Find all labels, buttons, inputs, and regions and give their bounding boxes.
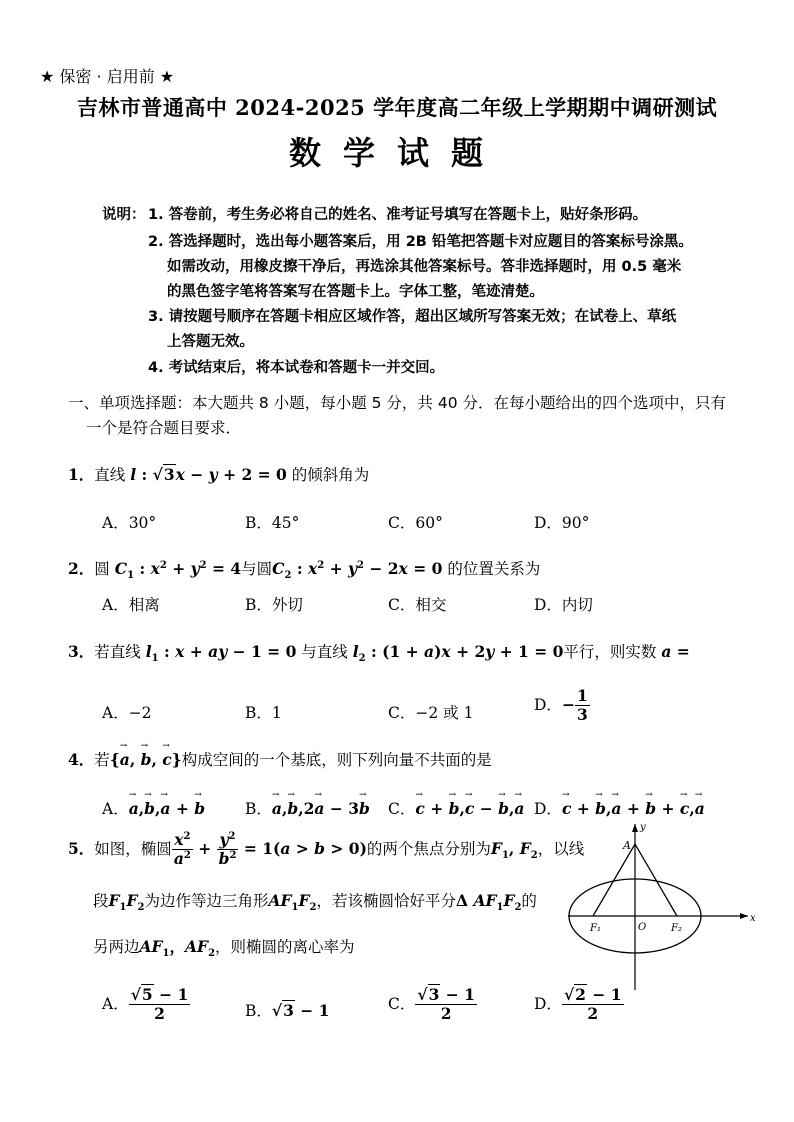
question-number: 1． (68, 465, 95, 484)
instruction-2-line2: 如需改动，用橡皮擦干净后，再选涂其他答案标号。答非选择题时，用 0.5 毫米 (167, 259, 682, 275)
label-f2: F₂ (671, 923, 682, 934)
option-c: C．60° (388, 514, 443, 532)
instruction-2-line3: 的黑色签字笔将答案写在答题卡上。字体工整，笔迹清楚。 (167, 284, 544, 300)
school-title: 吉林市普通高中 2024-2025 学年度高二年级上学期期中调研测试 (76, 95, 718, 120)
x-axis-arrow (740, 913, 748, 919)
section-title-line2: 一个是符合题目要求． (86, 419, 242, 437)
option-b: B．45° (245, 514, 300, 532)
question-2: 2．圆 $C_1$ : $x^2 + y^2 = 4$与圆$C_2$ : $x^2 + y^2 - 2x = 0$ 的位置关系为 (68, 559, 541, 582)
question-5-line1: 5．如图，椭圆 $\frac{x^2}{a^2}$ + $\frac{y^2}{b^2}$ = 1(a > b > 0)的两个焦点分别为$F_1$, $F_2$，以线 (68, 830, 585, 869)
option-d: D．− $\frac{1}{3}$ (534, 686, 588, 725)
option-d: D． $\frac{√2 - 1}{2}$ (534, 985, 622, 1024)
section-title-line1: 一、单项选择题：本大题共 8 小题，每小题 5 分，共 40 分．在每小题给出的四个选项中，只有 (68, 394, 727, 412)
confidential-mark: ★ 保密 · 启用前 ★ (40, 67, 175, 86)
instruction-1: 1. 答卷前，考生务必将自己的姓名、准考证号填写在答题卡上，贴好条形码。 (148, 207, 648, 223)
instruction-3-line1: 3. 请按题号顺序在答题卡相应区域作答，超出区域所写答案无效；在试卷上、草纸 (148, 309, 677, 325)
option-a: A．30° (102, 514, 157, 532)
option-b: B．→ a,→ b,2→ a − 3→ b (245, 797, 370, 819)
equation: $C_1$ : $x^2 + y^2 = 4$ (114, 559, 242, 582)
option-d: D．→ c + → b,→ a + → b + → c,→ a (534, 797, 705, 819)
question-1: 1．直线 l : √3x − y + 2 = 0 的倾斜角为 (68, 465, 370, 484)
option-c: C． $\frac{√3 - 1}{2}$ (388, 985, 475, 1024)
label-a: A (623, 839, 631, 852)
question-4: 4．若{→ a, → b, → c}构成空间的一个基底，则下列向量不共面的是 (68, 748, 492, 770)
option-d: D．内切 (534, 596, 593, 614)
y-axis-arrow (632, 824, 638, 832)
option-c: C．→ c + → b,→ c − → b,→ a (388, 797, 524, 819)
option-c: C．−2 或 1 (388, 704, 474, 722)
option-a: A． $\frac{√5 - 1}{2}$ (102, 985, 189, 1024)
label-y: y (640, 822, 646, 833)
instruction-label: 说明： (102, 207, 146, 223)
instruction-4: 4. 考试结束后，将本试卷和答题卡一并交回。 (148, 360, 445, 376)
label-x: x (750, 913, 756, 924)
option-b: B．1 (245, 704, 282, 722)
option-a: A．−2 (102, 704, 152, 722)
equation: l : √3x − y + 2 = 0 (130, 465, 287, 484)
label-o: O (638, 922, 647, 933)
question-5-line3: 另两边$AF_1$，$AF_2$，则椭圆的离心率为 (93, 937, 355, 960)
option-b: B．√3 − 1 (245, 1001, 330, 1020)
question-3: 3．若直线 $l_1$ : x + ay − 1 = 0 与直线 $l_2$ : (1 + a)x + 2y + 1 = 0平行，则实数 a = (68, 642, 690, 665)
option-d: D．90° (534, 514, 590, 532)
question-5-line2: 段$F_1F_2$为边作等边三角形$AF_1F_2$，若该椭圆恰好平分Δ $AF_1F_2$的 (93, 891, 537, 914)
label-f1: F₁ (590, 923, 601, 934)
instruction-2-line1: 2. 答选择题时，选出每小题答案后，用 2B 铅笔把答题卡对应题目的答案标号涂黑。 (148, 234, 693, 250)
option-a: A．→ a,→ b,→ a + → b (102, 797, 205, 819)
option-b: B．外切 (245, 596, 303, 614)
equation: $l_2$ : (1 + a)x + 2y + 1 = 0 (352, 642, 564, 665)
equation: $C_2$ : $x^2 + y^2 - 2x = 0$ (272, 559, 443, 582)
subject-title: 数学试题 (288, 134, 505, 172)
ellipse-figure (560, 818, 760, 996)
option-c: C．相交 (388, 596, 447, 614)
option-a: A．相离 (102, 596, 160, 614)
instruction-3-line2: 上答题无效。 (167, 334, 254, 350)
equation: $l_1$ : x + ay − 1 = 0 (145, 642, 297, 665)
